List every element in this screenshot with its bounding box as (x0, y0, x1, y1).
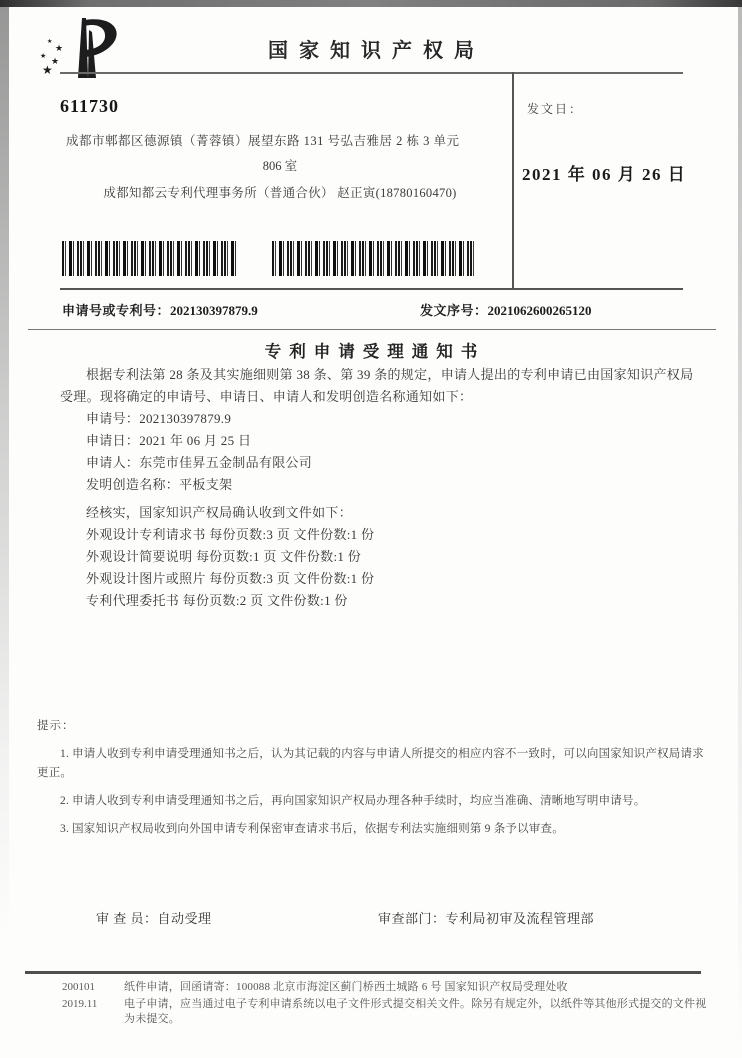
hints-section (37, 717, 709, 839)
field-invention-title (60, 474, 702, 496)
recipient-block (60, 96, 500, 201)
reference-row (62, 300, 702, 319)
hint-item: 2. 申请人收到专利申请受理通知书之后，再向国家知识产权局办理各种手续时，均应当准确、清晰地写明申请号。 (60, 795, 646, 807)
department (378, 908, 594, 927)
field-label: 申请日： (86, 433, 140, 448)
field-label: 申请号： (86, 411, 140, 426)
field-filing-date (60, 430, 702, 452)
svg-text:★: ★ (40, 52, 47, 60)
document-item: 外观设计简要说明 每份页数:1 页 文件份数:1 份 (86, 549, 362, 564)
footer-row (62, 980, 712, 996)
footer-section (62, 980, 712, 1029)
field-application-number (60, 408, 702, 430)
patent-agency-line: 成都知都云专利代理事务所（普通合伙） 赵正寅(18780160470) (103, 186, 457, 200)
document-item: 外观设计专利请求书 每份页数:3 页 文件份数:1 份 (86, 527, 375, 542)
hint-item: 3. 国家知识产权局收到向外国申请专利保密审查请求书后，依据专利法实施细则第 9 条予以审查。 (60, 823, 564, 835)
scan-edge-right (738, 7, 742, 1047)
address-date-divider (512, 72, 514, 289)
footer-note-electronic: 电子申请，应当通过电子专利申请系统以电子文件形式提交相关文件。除另有规定外，以纸件等其他形式提交的文件视为未提交。 (124, 997, 707, 1025)
field-value: 东莞市佳昇五金制品有限公司 (139, 455, 313, 470)
field-value: 2021 年 06 月 25 日 (139, 433, 252, 448)
agency-name: 国家知识产权局 (268, 40, 485, 62)
issue-date-label: 发文日： (527, 102, 584, 116)
recipient-address-line2: 806 室 (262, 159, 298, 173)
department-label: 审查部门： (378, 911, 446, 926)
notice-paragraph: 根据专利法第 28 条及其实施细则第 38 条、第 39 条的规定，申请人提出的专利申请已由国家知识产权局受理。现将确定的申请号、申请日、申请人和发明创造名称通知如下： (60, 367, 694, 404)
field-applicant (60, 452, 702, 474)
serial-number-value: 2021062600265120 (487, 303, 592, 318)
recipient-address-line1: 成都市郫都区德源镇（菁蓉镇）展望东路 131 号弘吉雅居 2 栋 3 单元 (66, 134, 460, 148)
hints-title: 提示： (37, 720, 75, 732)
footer-form-code: 200101 (62, 981, 95, 993)
barcode-left (62, 241, 238, 276)
examiner-label: 审 查 员： (96, 911, 158, 926)
field-label: 申请人： (86, 455, 140, 470)
mid-divider (60, 288, 683, 290)
svg-text:★: ★ (47, 38, 53, 45)
issue-date-value: 2021 年 06 月 26 日 (522, 165, 687, 184)
application-number-label: 申请号或专利号： (62, 303, 171, 318)
notice-title: 专利申请受理通知书 (264, 342, 486, 361)
reference-row-divider (28, 329, 716, 330)
department-value: 专利局初审及流程管理部 (445, 911, 595, 926)
header-divider (60, 72, 683, 74)
notice-body (60, 364, 702, 612)
scan-edge-left (0, 7, 9, 937)
field-label: 发明创造名称： (86, 477, 180, 492)
confirmation-intro: 经核实，国家知识产权局确认收到文件如下： (86, 505, 353, 520)
footer-note-paper: 纸件申请，回函请寄：100088 北京市海淀区蓟门桥西土城路 6 号 国家知识产权局受理处收 (124, 981, 568, 993)
serial-number-label: 发文序号： (420, 303, 488, 318)
scan-edge-top (0, 0, 742, 7)
svg-text:★: ★ (55, 44, 64, 54)
examiner-value: 自动受理 (157, 911, 212, 926)
svg-text:★: ★ (51, 57, 60, 67)
svg-text:★: ★ (42, 63, 53, 77)
postal-code: 611730 (60, 96, 120, 116)
barcode-right (272, 241, 474, 276)
application-number-value: 202130397879.9 (170, 303, 258, 318)
document-item: 专利代理委托书 每份页数:2 页 文件份数:1 份 (86, 593, 348, 608)
document-item: 外观设计图片或照片 每份页数:3 页 文件份数:1 份 (86, 571, 375, 586)
hint-item: 1. 申请人收到专利申请受理通知书之后，认为其记载的内容与申请人所提交的相应内容不一致时，可以向国家知识产权局请求更正。 (37, 748, 704, 779)
field-value: 202130397879.9 (139, 411, 232, 426)
examiner (96, 908, 212, 927)
footer-row (62, 997, 712, 1028)
field-value: 平板支架 (179, 477, 233, 492)
footer-divider (25, 971, 701, 974)
footer-form-version: 2019.11 (62, 997, 98, 1010)
